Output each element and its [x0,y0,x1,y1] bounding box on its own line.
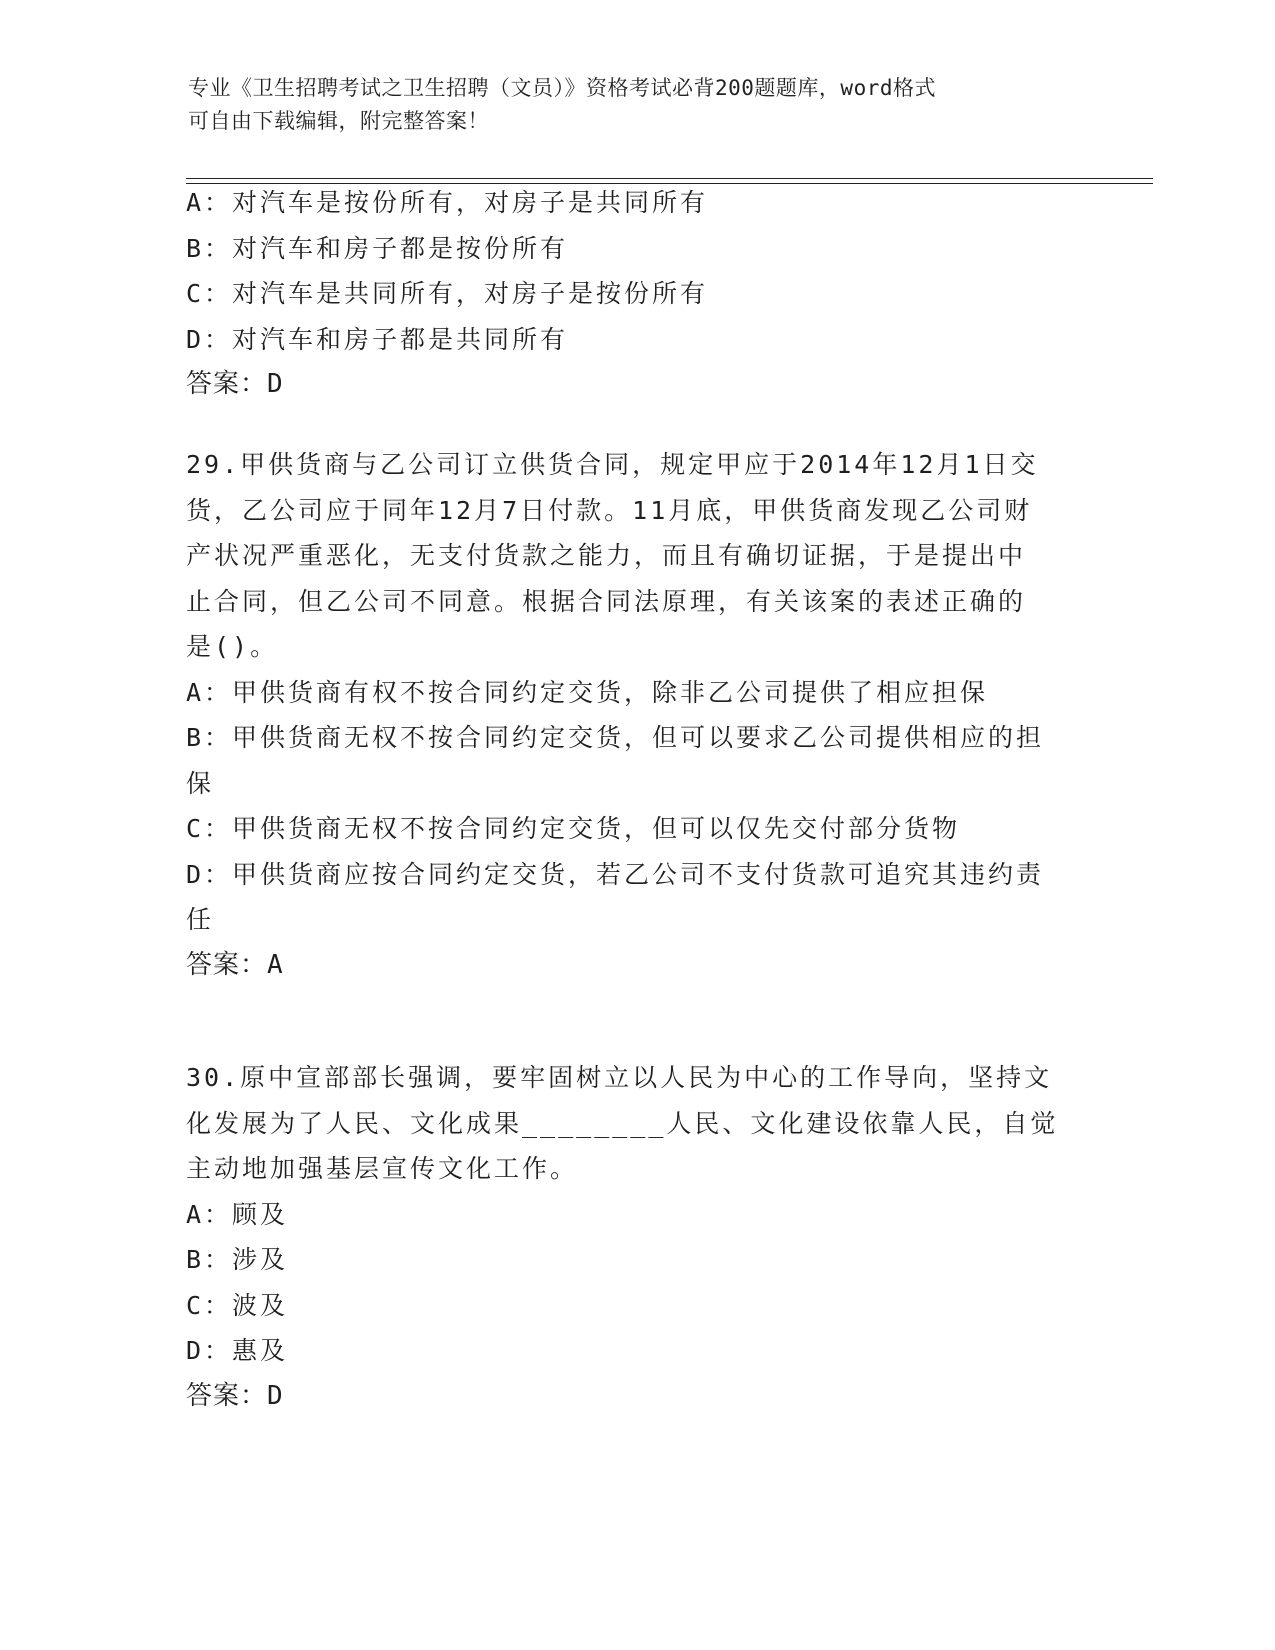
header-line-1: 专业《卫生招聘考试之卫生招聘（文员）》资格考试必背200题题库，word格式 [188,76,936,100]
q29-answer-value: A [267,949,284,980]
q30-answer [186,1374,1086,1420]
q30-stem-line-1: 30.原中宣部部长强调，要牢固树立以人民为中心的工作导向，坚持文 [186,1063,1053,1092]
question-29-block [186,442,1086,988]
question-28-block [186,180,1086,408]
q28-option-b: B：对汽车和房子都是按份所有 [186,233,569,263]
q30-stem-line-2: 化发展为了人民、文化成果________人民、文化建设依靠人民，自觉 [186,1108,1059,1138]
q30-option-c: C：波及 [186,1290,289,1320]
q29-answer [186,943,1086,989]
question-30-block [186,1055,1086,1419]
q29-stem-line-3: 产状况严重恶化，无支付货款之能力，而且有确切证据，于是提出中 [186,541,1027,570]
q28-answer-label: 答案： [186,369,268,399]
q30-stem-line-3: 主动地加强基层宣传文化工作。 [186,1154,579,1183]
header-divider-top [186,178,1153,179]
q28-option-c: C：对汽车是共同所有，对房子是按份所有 [186,279,709,308]
q30-answer-label: 答案： [186,1380,268,1411]
q29-option-a: A：甲供货商有权不按合同约定交货，除非乙公司提供了相应担保 [186,677,989,707]
q28-answer-value: D [267,369,284,399]
q30-option-d: D：惠及 [186,1336,289,1365]
q29-option-d-cont: 任 [186,905,215,934]
q29-option-b: B：甲供货商无权不按合同约定交货，但可以要求乙公司提供相应的担 [186,723,1045,752]
q30-option-b: B：涉及 [186,1245,289,1274]
q29-stem-line-1: 29.甲供货商与乙公司订立供货合同，规定甲应于2014年12月1日交 [186,450,1039,479]
q30-option-a: A：顾及 [186,1199,289,1229]
q29-option-c: C：甲供货商无权不按合同约定交货，但可以仅先交付部分货物 [186,814,961,843]
q28-option-a: A：对汽车是按份所有，对房子是共同所有 [186,188,709,217]
q29-stem-line-5: 是()。 [186,632,279,661]
q29-answer-label: 答案： [186,949,268,980]
header-line-2: 可自由下载编辑，附完整答案！ [188,109,489,133]
q29-stem-line-2: 货，乙公司应于同年12月7日付款。11月底，甲供货商发现乙公司财 [186,495,1033,525]
q29-stem-line-4: 止合同，但乙公司不同意。根据合同法原理，有关该案的表述正确的 [186,586,1027,616]
q28-answer [186,362,1086,408]
q30-answer-value: D [267,1380,284,1411]
q29-option-b-cont: 保 [186,768,215,798]
q28-option-d: D：对汽车和房子都是共同所有 [186,324,569,354]
document-header [188,72,1068,138]
q29-option-d: D：甲供货商应按合同约定交货，若乙公司不支付货款可追究其违约责 [186,859,1045,889]
